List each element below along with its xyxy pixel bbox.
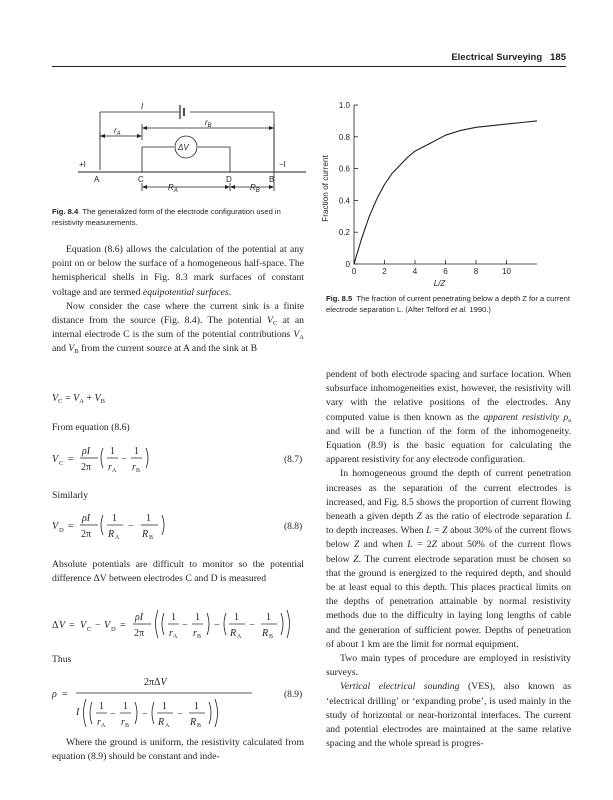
- equation-8-8: [52, 504, 304, 546]
- cap-ra-label: $R_A$: [168, 183, 178, 194]
- svg-text:1: 1: [134, 446, 139, 457]
- svg-text:A: A: [101, 723, 106, 729]
- svg-text:R: R: [230, 628, 237, 639]
- svg-text:r: r: [108, 462, 112, 473]
- svg-text:V: V: [52, 454, 59, 465]
- svg-text:r: r: [121, 717, 125, 728]
- svg-text:−: −: [214, 620, 220, 631]
- ra-label: $r_A$: [114, 126, 121, 137]
- fig85-label: Fig. 8.5: [326, 294, 353, 303]
- svg-text:A: A: [115, 535, 120, 541]
- svg-text:R: R: [142, 529, 149, 540]
- svg-text:−: −: [95, 620, 101, 631]
- y-tick-label-4: 0.8: [338, 132, 350, 142]
- svg-text:A: A: [165, 723, 170, 729]
- absolute-potentials-text: Absolute potentials are difficult to monitor so the potential difference ΔV between electrodes C and D is measured: [52, 559, 304, 585]
- y-tick-label-5: 1.0: [338, 101, 350, 110]
- thus-text: Thus: [52, 654, 72, 665]
- svg-text:A: A: [112, 468, 117, 474]
- x-tick-label-3: 6: [443, 267, 448, 276]
- svg-text:=: =: [120, 620, 126, 631]
- similarly-text: Similarly: [52, 490, 89, 501]
- chart-x-axis-label: L/Z: [433, 279, 446, 286]
- svg-text:C: C: [59, 460, 64, 467]
- right-column-text: [326, 368, 571, 751]
- y-tick-label-0: 0: [345, 260, 350, 269]
- svg-text:2π: 2π: [134, 628, 145, 639]
- svg-text:1: 1: [194, 701, 199, 712]
- x-tick-label-1: 2: [382, 267, 387, 276]
- x-tick-label-5: 10: [502, 267, 511, 276]
- svg-text:ρI: ρI: [82, 446, 91, 457]
- electrode-diagram: [78, 100, 310, 200]
- paragraph-penetration: In homogeneous ground the depth of current penetration increases as the separation of the current electrodes is increased, and Fig. 8.5 shows the proportion of current flowing beneath a given depth Z as the ratio of electrode separation L to depth increases. When L = Z about 30% of the current flows below Z and when L = 2Z about 50% of the current flows below Z. The current electrode separation must be chosen so that the ground is energized to the required depth, and should be at least equal to this depth. This places practical limits on the depths of penetration attainable by normal resistivity methods due to the difficulty in laying long lengths of cable and the generation of sufficient power. Depths of penetration of about 1 km are the limit for normal equipment.: [326, 468, 571, 650]
- electrode-b: B: [269, 175, 275, 184]
- page-number: 185: [550, 52, 566, 63]
- from-equation-text: From equation (8.6): [52, 422, 130, 433]
- term-equipotential: equipotential surfaces: [142, 286, 229, 298]
- svg-text:r: r: [169, 628, 173, 639]
- svg-text:1: 1: [234, 612, 239, 623]
- svg-text:ρI: ρI: [135, 612, 144, 623]
- svg-text:V: V: [52, 521, 59, 532]
- electrode-c: C: [138, 175, 144, 184]
- svg-text:R: R: [190, 717, 197, 728]
- paragraph-equipotential: Equation (8.6) allows the calculation of the potential at any point on or below the surface of a homogeneous half-space. The hemispherical shells in Fig. 8.3 mark surfaces of constant voltage and are termed equipotential surfaces.: [52, 244, 304, 298]
- svg-text:1: 1: [195, 612, 200, 623]
- fig84-text: The generalized form of the electrode configuration used in resistivity measurements.: [52, 207, 281, 227]
- x-tick-label-2: 4: [412, 267, 418, 276]
- svg-text:2π: 2π: [81, 462, 92, 473]
- svg-text:=: =: [69, 620, 75, 631]
- svg-text:B: B: [125, 723, 130, 729]
- svg-text:−: −: [121, 454, 127, 465]
- svg-text:B: B: [197, 634, 202, 640]
- fig84-label: Fig. 8.4: [52, 207, 79, 216]
- equation-8-9: [52, 673, 304, 729]
- chart-y-axis-label: Fraction of current: [321, 155, 330, 222]
- eq-8-9-number: (8.9): [284, 690, 303, 700]
- svg-text:=: =: [68, 521, 74, 532]
- y-tick-label-2: 0.4: [338, 196, 350, 206]
- svg-text:I: I: [76, 707, 80, 718]
- svg-text:D: D: [111, 626, 116, 633]
- svg-text:2π: 2π: [81, 529, 92, 540]
- chart-axes: [354, 105, 537, 264]
- paragraph-apparent-resistivity: pendent of both electrode spacing and surface location. When subsurface inhomogeneities exist, however, the resistivity will vary with the relative positions of the electrodes. Any computed value is then known as the apparent resistivity $\rho_a$ and will be a function of the form of the inhomogeneity. Equation (8.9) is the basic equation for calculating the apparent resistivity for any electrode configuration.: [326, 369, 571, 466]
- svg-text:=: =: [62, 689, 68, 700]
- svg-text:ρ: ρ: [52, 689, 57, 700]
- svg-text:B: B: [197, 723, 202, 729]
- fig84-caption: [52, 206, 302, 228]
- svg-text:1: 1: [112, 513, 117, 524]
- left-column-intro: [52, 243, 304, 357]
- eq-8-7-number: (8.7): [284, 455, 303, 465]
- plus-i-label: +I: [79, 160, 86, 169]
- fig85-end: 1990.): [467, 305, 491, 314]
- svg-text:A: A: [237, 634, 242, 640]
- term-apparent-resistivity: apparent resistivity: [483, 411, 560, 423]
- rb-label: $r_B$: [205, 118, 212, 129]
- running-title: Electrical Surveying: [451, 52, 543, 63]
- header-rule: [52, 66, 566, 67]
- equation-vc-sum: $V_C = V_A + V_B$: [52, 393, 105, 405]
- minus-i-label: −I: [279, 160, 286, 169]
- svg-text:ρI: ρI: [82, 513, 91, 524]
- fig85-etal: et al.: [450, 305, 468, 314]
- x-tick-label-0: 0: [351, 267, 357, 276]
- svg-text:=: =: [68, 454, 74, 465]
- svg-text:−: −: [142, 709, 148, 720]
- electrode-a: A: [94, 175, 100, 184]
- fig85-caption: [326, 293, 570, 315]
- fraction-current-chart: [316, 96, 556, 286]
- term-ves: Vertical electrical sounding: [340, 681, 460, 693]
- paragraph-uniform-ground: Where the ground is uniform, the resistivity calculated from equation (8.9) should be constant and inde-: [52, 737, 304, 763]
- svg-text:2πΔV: 2πΔV: [144, 677, 167, 688]
- svg-text:1: 1: [99, 701, 104, 712]
- paragraph-procedures: Two main types of procedure are employed in resistivity surveys.: [326, 653, 571, 679]
- y-tick-label-3: 0.6: [338, 164, 350, 174]
- paragraph-ves: Vertical electrical sounding (VES), also known as ‘electrical drilling’ or ‘expanding probe’, is used mainly in the study of horizontal or near-horizontal interfaces. The current and potential electrodes are maintained at the same relative spacing and the whole spread is progres-: [326, 681, 571, 750]
- svg-text:A: A: [173, 634, 178, 640]
- svg-text:1: 1: [110, 446, 115, 457]
- svg-text:r: r: [132, 462, 136, 473]
- svg-text:−: −: [110, 709, 116, 720]
- running-header: [451, 52, 566, 63]
- electrode-d: D: [226, 175, 232, 184]
- svg-text:1: 1: [266, 612, 271, 623]
- svg-text:V: V: [80, 620, 87, 631]
- svg-text:R: R: [158, 717, 165, 728]
- svg-text:r: r: [193, 628, 197, 639]
- svg-text:−: −: [182, 620, 188, 631]
- svg-text:Δ: Δ: [52, 620, 59, 631]
- svg-text:−: −: [177, 709, 183, 720]
- svg-text:R: R: [262, 628, 269, 639]
- equation-8-7: [52, 437, 304, 479]
- svg-text:1: 1: [123, 701, 128, 712]
- eq-8-8-number: (8.8): [284, 522, 303, 532]
- svg-text:B: B: [136, 468, 141, 474]
- fig85-text: The fraction of current penetrating below a depth Z for a current electrode separation L. (After Telford: [326, 294, 570, 314]
- y-tick-label-1: 0.2: [338, 228, 350, 238]
- equation-delta-v: [52, 603, 304, 645]
- svg-text:1: 1: [162, 701, 167, 712]
- svg-text:V: V: [104, 620, 111, 631]
- x-tick-label-4: 8: [473, 267, 479, 276]
- paragraph-finite-sink: Now consider the case where the current sink is a finite distance from the source (Fig. 8.4). The potential $V_C$ at an internal electrode C is the sum of the potential contributions $V_A$ and $V_B$ from the current source at A and the sink at B: [52, 300, 304, 356]
- svg-text:V: V: [59, 620, 66, 631]
- delta-v-label: ΔV: [178, 143, 189, 152]
- current-label: I: [141, 102, 144, 111]
- cap-rb-label: $R_B$: [250, 183, 260, 194]
- svg-text:1: 1: [171, 612, 176, 623]
- svg-text:1: 1: [146, 513, 151, 524]
- svg-text:C: C: [87, 626, 92, 633]
- svg-text:−: −: [249, 620, 255, 631]
- svg-text:D: D: [59, 527, 64, 534]
- series-line-fraction: [354, 121, 537, 264]
- svg-text:B: B: [269, 634, 274, 640]
- svg-text:−: −: [128, 521, 134, 532]
- svg-text:B: B: [149, 535, 154, 541]
- svg-text:r: r: [97, 717, 101, 728]
- svg-text:R: R: [108, 529, 115, 540]
